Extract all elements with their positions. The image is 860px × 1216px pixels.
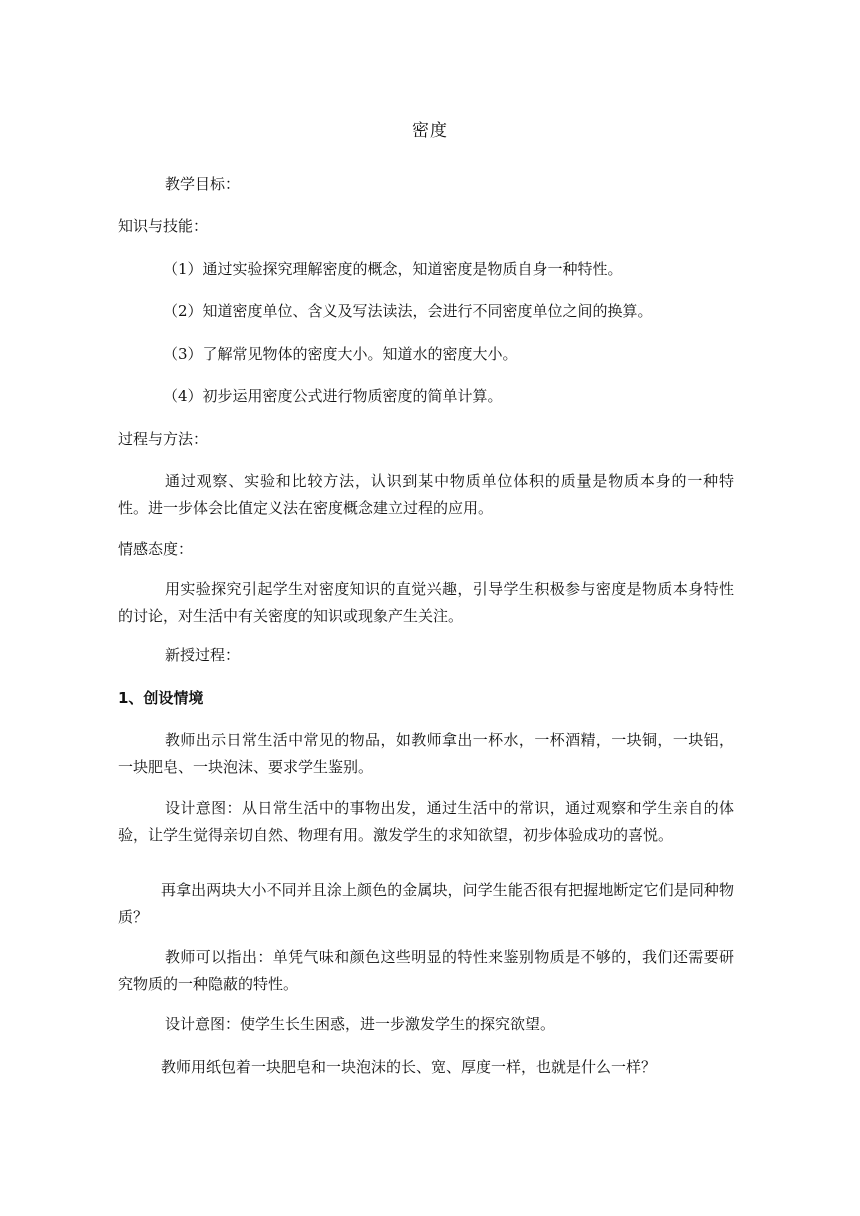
paragraph-3: 再拿出两块大小不同并且涂上颜色的金属块，问学生能否很有把握地断定它们是同种物质？: [118, 881, 734, 926]
new-lesson-label: 新授过程：: [165, 646, 241, 664]
process-method-text: 通过观察、实验和比较方法，认识到某中物质单位体积的质量是物质本身的一种特性。进一步体会比值定义法在密度概念建立过程的应用。: [118, 472, 734, 517]
teaching-goal-label: 教学目标：: [165, 175, 241, 193]
paragraph-6: 教师用纸包着一块肥皂和一块泡沫的长、宽、厚度一样，也就是什么一样？: [161, 1058, 657, 1076]
emotion-label: 情感态度：: [118, 540, 194, 558]
emotion-text: 用实验探究引起学生对密度知识的直觉兴趣，引导学生积极参与密度是物质本身特性的讨论，对生活中有关密度的知识或现象产生关注。: [118, 580, 734, 625]
section-1-heading: 1、创设情境: [118, 689, 204, 707]
process-method-label: 过程与方法：: [118, 430, 209, 448]
paragraph-5: 设计意图：使学生长生困惑，进一步激发学生的探究欲望。: [165, 1015, 556, 1033]
paragraph-1: 教师出示日常生活中常见的物品，如教师拿出一杯水，一杯酒精，一块铜，一块铝，一块肥皂、一块泡沫、要求学生鉴别。: [118, 731, 734, 776]
knowledge-item-2: （2）知道密度单位、含义及写法读法，会进行不同密度单位之间的换算。: [163, 302, 653, 320]
knowledge-item-3: （3）了解常见物体的密度大小。知道水的密度大小。: [163, 345, 518, 363]
paragraph-4: 教师可以指出：单凭气味和颜色这些明显的特性来鉴别物质是不够的，我们还需要研究物质的一种隐蔽的特性。: [118, 948, 734, 993]
knowledge-item-4: （4）初步运用密度公式进行物质密度的简单计算。: [163, 387, 503, 405]
document-title: 密度: [412, 121, 448, 141]
paragraph-2: 设计意图：从日常生活中的事物出发，通过生活中的常识，通过观察和学生亲自的体验，让学生觉得亲切自然、物理有用。激发学生的求知欲望，初步体验成功的喜悦。: [118, 799, 734, 844]
knowledge-skill-label: 知识与技能：: [118, 217, 209, 235]
knowledge-item-1: （1）通过实验探究理解密度的概念，知道密度是物质自身一种特性。: [163, 260, 623, 278]
